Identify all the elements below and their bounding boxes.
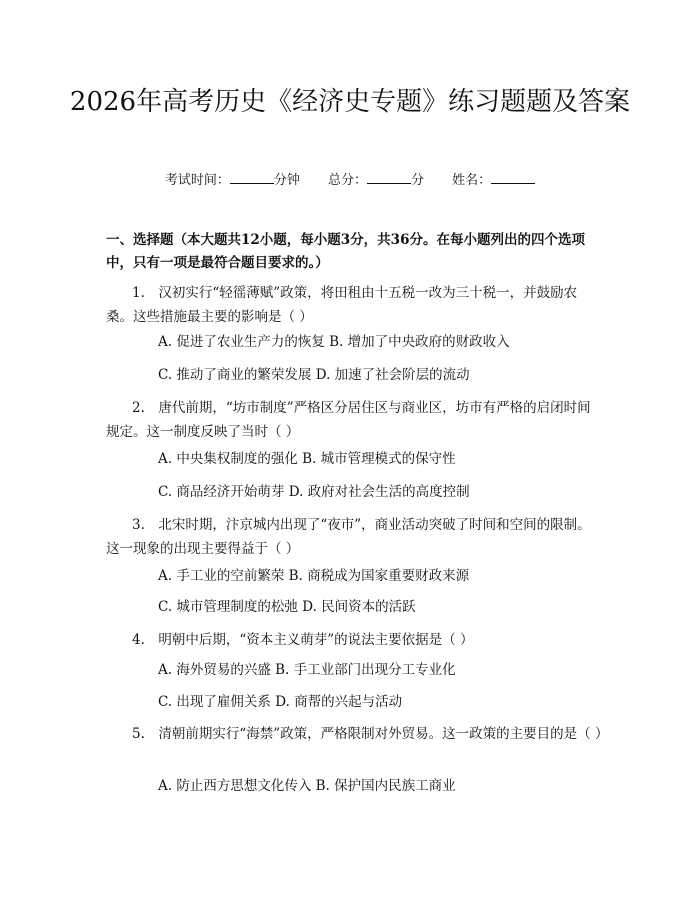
question-3-options-cd: C. 城市管理制度的松弛 D. 民间资本的活跃 <box>158 599 416 615</box>
total-score-unit: 分 <box>411 173 425 188</box>
exam-info-line <box>0 169 700 188</box>
student-name-field <box>452 173 535 188</box>
question-1-options-cd: C. 推动了商业的繁荣发展 D. 加速了社会阶层的流动 <box>158 367 470 383</box>
section-heading: 一、选择题（本大题共12小题，每小题3分，共36分。在每小题列出的四个选项中，只有一项是最符合题目要求的。） <box>106 232 585 271</box>
exam-time-unit: 分钟 <box>273 173 300 188</box>
document-title: 2026年高考历史《经济史专题》练习题题及答案 <box>69 87 631 117</box>
question-2-stem: 2. 唐代前期，“坊市制度”严格区分居住区与商业区，坊市有严格的启闭时间规定。这一制度反映了当时（ ） <box>106 400 591 440</box>
question-5-stem: 5. 清朝前期实行“海禁”政策，严格限制对外贸易。这一政策的主要目的是（ ） <box>132 726 609 742</box>
exam-time-label: 考试时间： <box>164 173 230 188</box>
total-score-field <box>328 173 424 188</box>
student-name-label: 姓名： <box>452 173 492 188</box>
question-2-options-cd: C. 商品经济开始萌芽 D. 政府对社会生活的高度控制 <box>158 484 470 500</box>
question-2-options-ab: A. 中央集权制度的强化 B. 城市管理模式的保守性 <box>158 451 456 467</box>
exam-time-field <box>165 173 300 188</box>
question-3-options-ab: A. 手工业的空前繁荣 B. 商税成为国家重要财政来源 <box>158 568 470 584</box>
question-3-stem: 3. 北宋时期，汴京城内出现了“夜市”，商业活动突破了时间和空间的限制。这一现象的出现主要得益于（ ） <box>106 517 591 557</box>
exam-time-blank <box>230 171 274 184</box>
total-score-label: 总分： <box>327 173 367 188</box>
question-5-options-ab: A. 防止西方思想文化传入 B. 保护国内民族工商业 <box>158 778 456 794</box>
total-score-blank <box>367 171 411 184</box>
question-4-stem: 4. 明朝中后期，“资本主义萌芽”的说法主要依据是（ ） <box>132 632 474 648</box>
student-name-blank <box>491 171 535 184</box>
question-1-options-ab: A. 促进了农业生产力的恢复 B. 增加了中央政府的财政收入 <box>158 334 510 350</box>
question-1-stem: 1. 汉初实行“轻徭薄赋”政策，将田租由十五税一改为三十税一，并鼓励农桑。这些措施最主要的影响是（ ） <box>106 285 578 325</box>
question-4-options-cd: C. 出现了雇佣关系 D. 商帮的兴起与活动 <box>158 694 403 710</box>
question-4-options-ab: A. 海外贸易的兴盛 B. 手工业部门出现分工专业化 <box>158 662 456 678</box>
